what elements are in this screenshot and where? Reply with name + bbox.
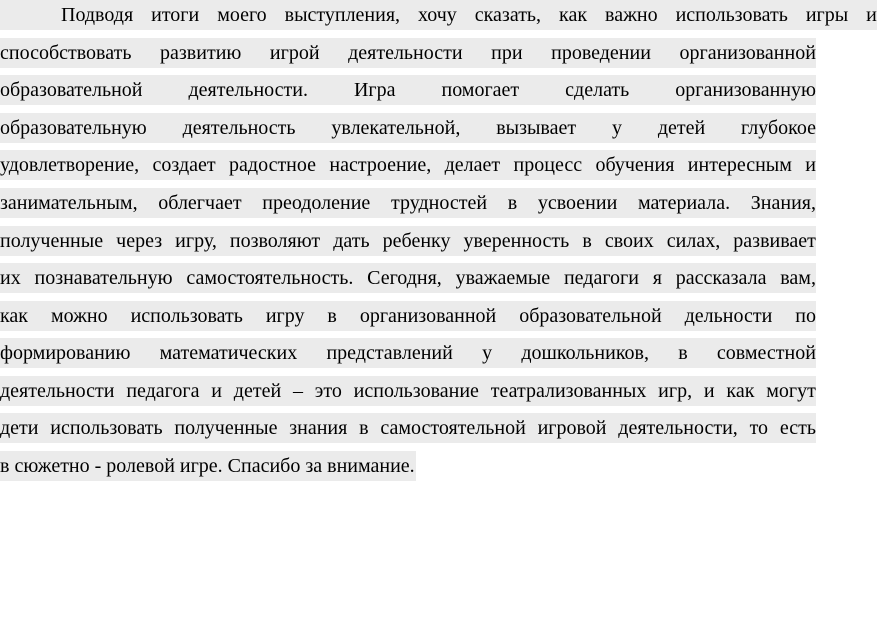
- word: –: [292, 380, 303, 402]
- word: дельности: [684, 305, 773, 327]
- word: игр,: [658, 380, 693, 402]
- word: уважаемые: [455, 267, 551, 289]
- word: проведении: [551, 42, 651, 64]
- word: организованной: [679, 42, 816, 64]
- word: деятельности: [0, 380, 115, 402]
- text-line-13-content: в сюжетно - ролевой игре. Спасибо за внимание.: [0, 451, 416, 481]
- word: совместной: [716, 342, 816, 364]
- word: позволяют: [229, 230, 321, 252]
- word: организованной: [359, 305, 497, 327]
- word: их: [0, 267, 21, 289]
- word: сказать,: [474, 4, 542, 26]
- word: как: [0, 305, 29, 327]
- word: итоги: [151, 4, 200, 26]
- word: делает: [444, 154, 501, 176]
- word: образовательной: [0, 79, 143, 101]
- word: через: [116, 230, 163, 252]
- word: использовать: [50, 417, 163, 439]
- word: использование: [353, 380, 479, 402]
- word: и: [703, 380, 715, 402]
- text-line-11: [0, 376, 816, 406]
- word: Подводя: [61, 4, 134, 26]
- word: игрой: [269, 42, 320, 64]
- word: Знания,: [750, 192, 816, 214]
- word: трудностей: [391, 192, 488, 214]
- word: радостное: [229, 154, 317, 176]
- word: театрализованных: [490, 380, 647, 402]
- word: и: [866, 4, 877, 26]
- word: силах,: [666, 230, 721, 252]
- word: моего: [217, 4, 267, 26]
- word: глубокое: [741, 117, 816, 139]
- word: ребенку: [382, 230, 451, 252]
- word: как: [726, 380, 755, 402]
- text-line-2: [0, 38, 816, 68]
- text-line-5: [0, 150, 816, 180]
- word: дети: [0, 417, 39, 439]
- word: полученные: [0, 230, 104, 252]
- word: как: [559, 4, 588, 26]
- word: образовательную: [0, 117, 147, 139]
- word: помогает: [441, 79, 520, 101]
- word: использовать: [675, 4, 788, 26]
- word: рассказала: [675, 267, 767, 289]
- word: сделать: [565, 79, 630, 101]
- word: удовлетворение,: [0, 154, 140, 176]
- word: есть: [779, 417, 816, 439]
- word: и: [805, 154, 816, 176]
- word: это: [314, 380, 342, 402]
- text-line-10: [0, 338, 816, 368]
- word: познавательную: [34, 267, 173, 289]
- word: детей: [657, 117, 706, 139]
- word: преодоление: [262, 192, 371, 214]
- word: усвоении: [537, 192, 618, 214]
- word: дошкольников,: [521, 342, 649, 364]
- word: у: [611, 117, 622, 139]
- word: в: [327, 305, 337, 327]
- text-line-12: [0, 413, 816, 443]
- word: способствовать: [0, 42, 132, 64]
- word: я: [652, 267, 662, 289]
- word: Сегодня,: [367, 267, 442, 289]
- text-line-1: [0, 0, 877, 30]
- word: игру: [265, 305, 305, 327]
- word: занимательным,: [0, 192, 138, 214]
- word: обучения: [595, 154, 675, 176]
- word: в: [507, 192, 518, 214]
- word: формированию: [0, 342, 131, 364]
- word: в: [582, 230, 592, 252]
- word: материала.: [637, 192, 731, 214]
- word: деятельности,: [618, 417, 738, 439]
- word: деятельности.: [188, 79, 308, 101]
- word: то: [749, 417, 769, 439]
- word: самостоятельность.: [186, 267, 354, 289]
- word: деятельность: [182, 117, 296, 139]
- word: игру,: [175, 230, 217, 252]
- word: создает: [152, 154, 216, 176]
- word: и: [211, 380, 222, 402]
- word: можно: [50, 305, 108, 327]
- word: детей: [233, 380, 282, 402]
- word: процесс: [513, 154, 583, 176]
- text-line-3: [0, 75, 816, 105]
- word: деятельности: [348, 42, 463, 64]
- text-line-7: [0, 226, 816, 256]
- word: развитию: [160, 42, 242, 64]
- word: представлений: [326, 342, 453, 364]
- word: дать: [333, 230, 370, 252]
- word: в: [678, 342, 688, 364]
- word: выступления,: [284, 4, 401, 26]
- word: в: [359, 417, 369, 439]
- word: уверенность: [463, 230, 570, 252]
- word: облегчает: [158, 192, 242, 214]
- word: педагоги: [563, 267, 639, 289]
- word: полученные: [174, 417, 278, 439]
- word: вызывает: [496, 117, 577, 139]
- word: организованную: [675, 79, 816, 101]
- word: важно: [605, 4, 658, 26]
- word: по: [795, 305, 816, 327]
- word: педагога: [126, 380, 200, 402]
- word: интересным: [687, 154, 792, 176]
- word: увлекательной,: [331, 117, 461, 139]
- text-line-13: [0, 451, 816, 481]
- text-line-9: [0, 301, 816, 331]
- word: Игра: [353, 79, 396, 101]
- word: вам,: [780, 267, 816, 289]
- word: образовательной: [519, 305, 662, 327]
- text-line-6: [0, 188, 816, 218]
- word: своих: [604, 230, 654, 252]
- word: математических: [159, 342, 298, 364]
- word: настроение,: [329, 154, 432, 176]
- text-line-8: [0, 263, 816, 293]
- word: у: [482, 342, 493, 364]
- word: использовать: [130, 305, 243, 327]
- word: хочу: [418, 4, 457, 26]
- word: игры: [805, 4, 849, 26]
- text-line-4: [0, 113, 816, 143]
- word: развивает: [733, 230, 816, 252]
- word: могут: [766, 380, 816, 402]
- word: самостоятельной: [380, 417, 526, 439]
- word: игровой: [537, 417, 607, 439]
- word: при: [491, 42, 523, 64]
- word: знания: [289, 417, 348, 439]
